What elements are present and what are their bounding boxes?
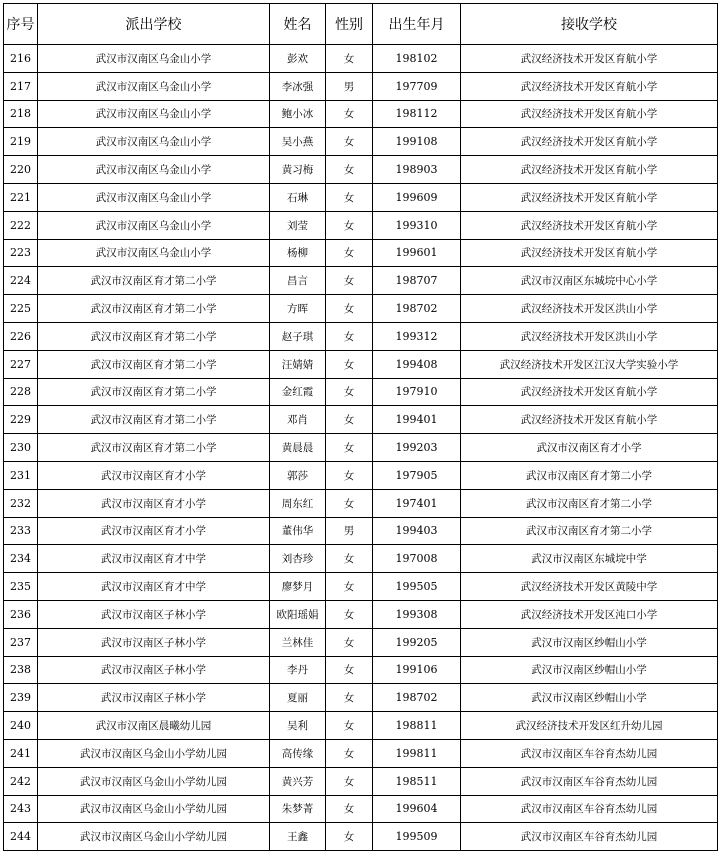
cell-seq: 220: [4, 156, 38, 184]
cell-name: 赵子琪: [270, 322, 326, 350]
table-row: [4, 128, 718, 156]
cell-sending-school: 武汉市汉南区育才第二小学: [38, 434, 270, 462]
table-row: [4, 461, 718, 489]
cell-seq: 235: [4, 573, 38, 601]
cell-sending-school: 武汉市汉南区育才小学: [38, 461, 270, 489]
cell-sending-school: 武汉市汉南区乌金山小学: [38, 156, 270, 184]
cell-gender: 女: [326, 295, 373, 323]
cell-receiving-school: 武汉经济技术开发区育航小学: [461, 183, 718, 211]
cell-name: 李冰强: [270, 72, 326, 100]
cell-sending-school: 武汉市汉南区育才中学: [38, 573, 270, 601]
cell-gender: 女: [326, 322, 373, 350]
cell-name: 欧阳瑶娟: [270, 600, 326, 628]
cell-birth: 198102: [373, 45, 461, 73]
cell-sending-school: 武汉市汉南区育才第二小学: [38, 378, 270, 406]
cell-name: 彭欢: [270, 45, 326, 73]
cell-birth: 199609: [373, 183, 461, 211]
header-receiving-school: 接收学校: [461, 4, 718, 45]
table-row: [4, 628, 718, 656]
cell-sending-school: 武汉市汉南区乌金山小学: [38, 183, 270, 211]
cell-gender: 女: [326, 684, 373, 712]
cell-name: 刘杏珍: [270, 545, 326, 573]
cell-birth: 198811: [373, 712, 461, 740]
cell-gender: 女: [326, 795, 373, 823]
cell-seq: 243: [4, 795, 38, 823]
cell-gender: 女: [326, 350, 373, 378]
cell-birth: 199106: [373, 656, 461, 684]
cell-receiving-school: 武汉经济技术开发区江汉大学实验小学: [461, 350, 718, 378]
cell-birth: 199604: [373, 795, 461, 823]
cell-birth: 197709: [373, 72, 461, 100]
cell-seq: 230: [4, 434, 38, 462]
cell-sending-school: 武汉市汉南区晨曦幼儿园: [38, 712, 270, 740]
cell-sending-school: 武汉市汉南区乌金山小学幼儿园: [38, 795, 270, 823]
cell-birth: 198112: [373, 100, 461, 128]
cell-gender: 女: [326, 434, 373, 462]
cell-gender: 女: [326, 267, 373, 295]
cell-receiving-school: 武汉经济技术开发区育航小学: [461, 406, 718, 434]
cell-sending-school: 武汉市汉南区育才小学: [38, 489, 270, 517]
cell-receiving-school: 武汉经济技术开发区沌口小学: [461, 600, 718, 628]
cell-receiving-school: 武汉经济技术开发区育航小学: [461, 45, 718, 73]
cell-receiving-school: 武汉经济技术开发区育航小学: [461, 128, 718, 156]
cell-receiving-school: 武汉经济技术开发区红升幼儿园: [461, 712, 718, 740]
cell-birth: 199203: [373, 434, 461, 462]
cell-receiving-school: 武汉经济技术开发区育航小学: [461, 239, 718, 267]
cell-name: 李丹: [270, 656, 326, 684]
table-row: [4, 100, 718, 128]
cell-gender: 女: [326, 823, 373, 851]
cell-sending-school: 武汉市汉南区育才小学: [38, 517, 270, 545]
cell-seq: 237: [4, 628, 38, 656]
cell-seq: 234: [4, 545, 38, 573]
cell-seq: 242: [4, 767, 38, 795]
table-row: [4, 767, 718, 795]
cell-birth: 198702: [373, 295, 461, 323]
cell-receiving-school: 武汉市汉南区育才小学: [461, 434, 718, 462]
table-row: [4, 239, 718, 267]
cell-gender: 女: [326, 489, 373, 517]
cell-birth: 197401: [373, 489, 461, 517]
cell-seq: 223: [4, 239, 38, 267]
cell-receiving-school: 武汉市汉南区育才第二小学: [461, 517, 718, 545]
cell-receiving-school: 武汉市汉南区纱帽山小学: [461, 684, 718, 712]
cell-receiving-school: 武汉市汉南区车谷育杰幼儿园: [461, 795, 718, 823]
table-row: [4, 545, 718, 573]
cell-name: 周东红: [270, 489, 326, 517]
table-row: [4, 211, 718, 239]
table-row: [4, 600, 718, 628]
header-sending-school: 派出学校: [38, 4, 270, 45]
cell-gender: 女: [326, 573, 373, 601]
cell-name: 石琳: [270, 183, 326, 211]
header-seq: 序号: [4, 4, 38, 45]
cell-sending-school: 武汉市汉南区乌金山小学: [38, 100, 270, 128]
cell-receiving-school: 武汉市汉南区车谷育杰幼儿园: [461, 767, 718, 795]
cell-seq: 226: [4, 322, 38, 350]
cell-sending-school: 武汉市汉南区乌金山小学: [38, 211, 270, 239]
cell-gender: 女: [326, 156, 373, 184]
cell-name: 邓肖: [270, 406, 326, 434]
cell-gender: 女: [326, 211, 373, 239]
cell-sending-school: 武汉市汉南区乌金山小学: [38, 128, 270, 156]
cell-birth: 199509: [373, 823, 461, 851]
table-row: [4, 378, 718, 406]
cell-birth: 199505: [373, 573, 461, 601]
personnel-table-container: [3, 3, 718, 851]
cell-name: 黄晨晨: [270, 434, 326, 462]
table-row: [4, 517, 718, 545]
personnel-table: [3, 3, 718, 851]
cell-gender: 女: [326, 100, 373, 128]
cell-gender: 女: [326, 545, 373, 573]
cell-name: 昌言: [270, 267, 326, 295]
cell-gender: 女: [326, 239, 373, 267]
cell-seq: 238: [4, 656, 38, 684]
cell-name: 金红霞: [270, 378, 326, 406]
cell-seq: 225: [4, 295, 38, 323]
cell-birth: 198702: [373, 684, 461, 712]
cell-birth: 199408: [373, 350, 461, 378]
cell-name: 杨柳: [270, 239, 326, 267]
table-row: [4, 489, 718, 517]
cell-gender: 女: [326, 183, 373, 211]
cell-sending-school: 武汉市汉南区育才第二小学: [38, 322, 270, 350]
table-row: [4, 183, 718, 211]
cell-sending-school: 武汉市汉南区乌金山小学幼儿园: [38, 739, 270, 767]
table-row: [4, 434, 718, 462]
cell-receiving-school: 武汉经济技术开发区育航小学: [461, 378, 718, 406]
table-row: [4, 45, 718, 73]
cell-seq: 239: [4, 684, 38, 712]
cell-seq: 227: [4, 350, 38, 378]
table-row: [4, 684, 718, 712]
cell-name: 黄兴芳: [270, 767, 326, 795]
cell-receiving-school: 武汉市汉南区纱帽山小学: [461, 628, 718, 656]
cell-name: 汪婧婧: [270, 350, 326, 378]
cell-seq: 228: [4, 378, 38, 406]
cell-receiving-school: 武汉市汉南区育才第二小学: [461, 489, 718, 517]
cell-birth: 198511: [373, 767, 461, 795]
cell-seq: 229: [4, 406, 38, 434]
table-row: [4, 350, 718, 378]
cell-receiving-school: 武汉经济技术开发区洪山小学: [461, 295, 718, 323]
cell-birth: 197910: [373, 378, 461, 406]
cell-sending-school: 武汉市汉南区育才第二小学: [38, 295, 270, 323]
cell-name: 王鑫: [270, 823, 326, 851]
cell-receiving-school: 武汉市汉南区东城垸中心小学: [461, 267, 718, 295]
cell-birth: 198903: [373, 156, 461, 184]
header-name: 姓名: [270, 4, 326, 45]
cell-gender: 女: [326, 767, 373, 795]
cell-name: 夏丽: [270, 684, 326, 712]
cell-sending-school: 武汉市汉南区乌金山小学: [38, 239, 270, 267]
cell-seq: 222: [4, 211, 38, 239]
cell-birth: 199811: [373, 739, 461, 767]
cell-birth: 197008: [373, 545, 461, 573]
cell-seq: 233: [4, 517, 38, 545]
cell-seq: 217: [4, 72, 38, 100]
cell-gender: 男: [326, 517, 373, 545]
cell-name: 廖梦月: [270, 573, 326, 601]
header-row: [4, 4, 718, 45]
cell-birth: 199108: [373, 128, 461, 156]
table-row: [4, 739, 718, 767]
table-row: [4, 712, 718, 740]
cell-name: 黄习梅: [270, 156, 326, 184]
table-row: [4, 295, 718, 323]
cell-sending-school: 武汉市汉南区育才第二小学: [38, 350, 270, 378]
cell-birth: 197905: [373, 461, 461, 489]
cell-gender: 女: [326, 628, 373, 656]
cell-name: 郭莎: [270, 461, 326, 489]
cell-receiving-school: 武汉经济技术开发区黄陵中学: [461, 573, 718, 601]
table-row: [4, 795, 718, 823]
cell-seq: 221: [4, 183, 38, 211]
cell-gender: 女: [326, 128, 373, 156]
cell-seq: 218: [4, 100, 38, 128]
cell-gender: 女: [326, 378, 373, 406]
header-gender: 性别: [326, 4, 373, 45]
cell-name: 董伟华: [270, 517, 326, 545]
header-birth: 出生年月: [373, 4, 461, 45]
cell-birth: 199310: [373, 211, 461, 239]
cell-receiving-school: 武汉经济技术开发区育航小学: [461, 100, 718, 128]
cell-receiving-school: 武汉市汉南区车谷育杰幼儿园: [461, 739, 718, 767]
cell-name: 鲍小冰: [270, 100, 326, 128]
cell-gender: 男: [326, 72, 373, 100]
cell-gender: 女: [326, 656, 373, 684]
cell-receiving-school: 武汉市汉南区东城垸中学: [461, 545, 718, 573]
cell-sending-school: 武汉市汉南区育才第二小学: [38, 267, 270, 295]
cell-gender: 女: [326, 406, 373, 434]
table-row: [4, 656, 718, 684]
table-row: [4, 156, 718, 184]
table-row: [4, 322, 718, 350]
cell-sending-school: 武汉市汉南区育才第二小学: [38, 406, 270, 434]
cell-sending-school: 武汉市汉南区乌金山小学: [38, 45, 270, 73]
cell-birth: 199205: [373, 628, 461, 656]
cell-name: 高传缘: [270, 739, 326, 767]
cell-sending-school: 武汉市汉南区乌金山小学: [38, 72, 270, 100]
cell-name: 吴利: [270, 712, 326, 740]
cell-receiving-school: 武汉经济技术开发区育航小学: [461, 72, 718, 100]
cell-sending-school: 武汉市汉南区子林小学: [38, 600, 270, 628]
cell-name: 兰林佳: [270, 628, 326, 656]
cell-gender: 女: [326, 461, 373, 489]
cell-gender: 女: [326, 712, 373, 740]
cell-gender: 女: [326, 739, 373, 767]
table-row: [4, 406, 718, 434]
cell-receiving-school: 武汉市汉南区纱帽山小学: [461, 656, 718, 684]
cell-receiving-school: 武汉经济技术开发区育航小学: [461, 211, 718, 239]
cell-receiving-school: 武汉经济技术开发区育航小学: [461, 156, 718, 184]
cell-name: 刘莹: [270, 211, 326, 239]
cell-birth: 199401: [373, 406, 461, 434]
cell-sending-school: 武汉市汉南区乌金山小学幼儿园: [38, 767, 270, 795]
cell-sending-school: 武汉市汉南区乌金山小学幼儿园: [38, 823, 270, 851]
cell-name: 朱梦菁: [270, 795, 326, 823]
cell-name: 方晖: [270, 295, 326, 323]
cell-receiving-school: 武汉经济技术开发区洪山小学: [461, 322, 718, 350]
cell-birth: 199308: [373, 600, 461, 628]
table-row: [4, 573, 718, 601]
cell-receiving-school: 武汉市汉南区育才第二小学: [461, 461, 718, 489]
table-row: [4, 267, 718, 295]
cell-seq: 231: [4, 461, 38, 489]
cell-name: 吴小燕: [270, 128, 326, 156]
cell-seq: 216: [4, 45, 38, 73]
cell-sending-school: 武汉市汉南区育才中学: [38, 545, 270, 573]
cell-birth: 198707: [373, 267, 461, 295]
cell-birth: 199403: [373, 517, 461, 545]
cell-seq: 232: [4, 489, 38, 517]
cell-seq: 241: [4, 739, 38, 767]
table-row: [4, 72, 718, 100]
cell-sending-school: 武汉市汉南区子林小学: [38, 684, 270, 712]
cell-gender: 女: [326, 600, 373, 628]
cell-sending-school: 武汉市汉南区子林小学: [38, 628, 270, 656]
cell-receiving-school: 武汉市汉南区车谷育杰幼儿园: [461, 823, 718, 851]
cell-seq: 236: [4, 600, 38, 628]
cell-seq: 240: [4, 712, 38, 740]
table-row: [4, 823, 718, 851]
cell-seq: 219: [4, 128, 38, 156]
cell-birth: 199312: [373, 322, 461, 350]
cell-birth: 199601: [373, 239, 461, 267]
cell-sending-school: 武汉市汉南区子林小学: [38, 656, 270, 684]
cell-seq: 224: [4, 267, 38, 295]
cell-seq: 244: [4, 823, 38, 851]
cell-gender: 女: [326, 45, 373, 73]
table-body: [4, 45, 718, 851]
